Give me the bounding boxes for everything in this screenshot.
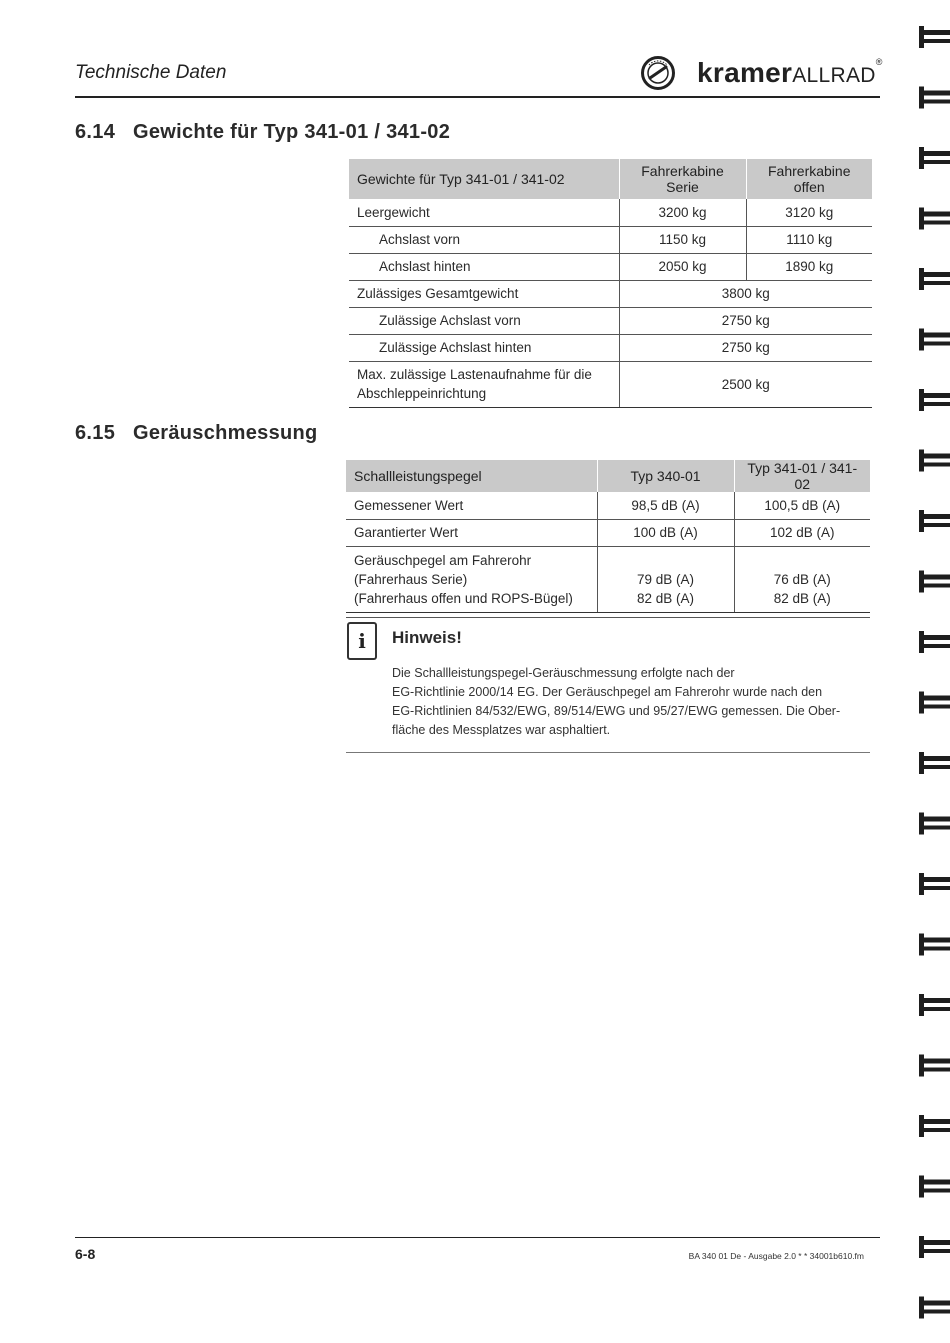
binding-mark [920,705,950,709]
binding-mark [920,333,950,338]
binding-mark [920,1310,950,1314]
binding-mark [920,826,950,830]
brand-name: kramer [697,57,793,88]
binding-mark [919,1176,924,1198]
binding-mark [920,1301,950,1306]
cell-value: 100,5 dB (A) [734,492,870,519]
noise-table [346,460,870,613]
row-label: Gemessener Wert [346,492,597,519]
section-title: Gewichte für Typ 341-01 / 341-02 [133,121,451,143]
binding-mark [919,510,924,532]
binding-mark [920,1119,950,1124]
row-label [349,361,619,407]
note-line: EG-Richtlinie 2000/14 EG. Der Geräuschpegel am Fahrerohr wurde nach den [392,685,823,699]
table-row [349,226,872,253]
section-number: 6.15 [75,422,116,444]
row-label: Zulässige Achslast vorn [349,307,619,334]
note-title: Hinweis! [392,628,462,647]
cell-value [597,546,734,612]
cell-value: 102 dB (A) [734,519,870,546]
section-title: Geräuschmessung [133,422,318,444]
binding-mark [920,221,950,225]
section-number: 6.14 [75,121,116,143]
table-row [349,280,872,307]
binding-mark [919,329,924,351]
binding-mark [919,208,924,230]
cell-value: 2750 kg [619,334,872,361]
binding-mark [920,151,950,156]
spiral-binding [910,0,950,1343]
note-line: EG-Richtlinien 84/532/EWG, 89/514/EWG und 95/27/EWG gemessen. Die Ober- [392,704,841,718]
cell-value-line: 76 dB (A) [773,572,831,587]
binding-mark [920,402,950,406]
binding-mark [920,1128,950,1132]
cell-value-line: 79 dB (A) [636,572,695,587]
cell-value: 100 dB (A) [597,519,734,546]
brand-suffix: ALLRAD [792,64,876,87]
note-line: fläche des Messplatzes war asphaltiert. [392,723,611,737]
brand-wordmark [697,57,883,89]
table-header: Gewichte für Typ 341-01 / 341-02 [349,159,619,199]
binding-mark [919,1055,924,1077]
cell-value: 3800 kg [619,280,872,307]
binding-mark [920,342,950,346]
binding-mark [920,817,950,822]
cell-value-line: 82 dB (A) [773,591,831,606]
binding-mark [920,765,950,769]
row-label [346,546,597,612]
binding-mark [919,752,924,774]
binding-mark [920,1240,950,1245]
binding-mark [919,631,924,653]
binding-mark [920,523,950,527]
binding-mark [919,873,924,895]
document-reference: BA 340 01 De - Ausgabe 2.0 * * 34001b610.fm [688,1251,864,1261]
table-row [349,253,872,280]
binding-mark [920,1068,950,1072]
table-row [346,546,870,612]
cell-value: 2050 kg [619,253,746,280]
table-header: Schallleistungspegel [346,460,597,492]
row-label-line: Abschleppeinrichtung [357,386,487,401]
binding-mark [920,584,950,588]
footer-rule [75,1237,880,1238]
binding-mark [920,644,950,648]
cell-value: 3120 kg [746,199,872,226]
cell-value-line: 82 dB (A) [636,591,695,606]
table-row [346,519,870,546]
info-icon: i [347,622,377,660]
table-row [349,199,872,226]
binding-mark [919,26,924,48]
binding-mark [919,87,924,109]
note-bottom-rule [346,752,870,753]
table-row [346,492,870,519]
binding-mark [920,30,950,35]
row-label: Zulässige Achslast hinten [349,334,619,361]
binding-mark [920,39,950,43]
binding-mark [920,1249,950,1253]
binding-mark [919,268,924,290]
row-label-line: Max. zulässige Lastenaufnahme für die [357,367,592,382]
row-label: Zulässiges Gesamtgewicht [349,280,619,307]
binding-mark [919,389,924,411]
binding-mark [920,100,950,104]
cell-value: 1110 kg [746,226,872,253]
binding-mark [919,147,924,169]
table-row [349,307,872,334]
note-top-rule [346,617,870,618]
binding-mark [919,1115,924,1137]
binding-mark [920,212,950,217]
binding-mark [920,393,950,398]
row-label: Achslast vorn [349,226,619,253]
cell-value: 2750 kg [619,307,872,334]
binding-mark [919,571,924,593]
row-label: Achslast hinten [349,253,619,280]
row-label: Garantierter Wert [346,519,597,546]
binding-mark [920,514,950,519]
weights-table [349,159,872,408]
cell-value: 1890 kg [746,253,872,280]
binding-mark [920,886,950,890]
binding-mark [919,692,924,714]
table-row [349,334,872,361]
section-heading-noise [75,422,318,445]
binding-mark [919,813,924,835]
binding-mark [920,463,950,467]
binding-mark [920,947,950,951]
binding-mark [920,160,950,164]
row-label-line: Geräuschpegel am Fahrerohr [354,552,532,568]
table-header-row [346,460,870,492]
binding-mark [920,998,950,1003]
cell-value: 1150 kg [619,226,746,253]
binding-mark [919,1297,924,1319]
binding-mark [920,877,950,882]
table-header: Fahrerkabine offen [746,159,872,199]
binding-mark [920,272,950,277]
binding-mark [919,994,924,1016]
binding-mark [920,575,950,580]
binding-mark [920,1059,950,1064]
cell-value: 3200 kg [619,199,746,226]
binding-mark [920,938,950,943]
table-header-row [349,159,872,199]
binding-mark [920,1189,950,1193]
cell-value: 98,5 dB (A) [597,492,734,519]
binding-mark [920,635,950,640]
binding-mark [920,756,950,761]
binding-mark [920,696,950,701]
cell-value [734,546,870,612]
brand-logo [641,56,883,90]
binding-mark [920,1180,950,1185]
table-header: Typ 341-01 / 341-02 [734,460,870,492]
note-body [392,664,872,740]
binding-mark [919,450,924,472]
trademark-symbol: ® [875,57,883,67]
binding-mark [919,1236,924,1258]
note-line: Die Schallleistungspegel-Geräuschmessung erfolgte nach der [392,666,735,680]
header-title: Technische Daten [75,62,227,83]
row-label-line: (Fahrerhaus Serie) [354,571,468,587]
row-label-line: (Fahrerhaus offen und ROPS-Bügel) [354,590,573,606]
binding-mark [920,281,950,285]
table-row [349,361,872,407]
page-number: 6-8 [75,1246,96,1262]
binding-mark [920,91,950,96]
cell-value: 2500 kg [619,361,872,407]
brand-emblem-icon [641,56,675,90]
table-header: Typ 340-01 [597,460,734,492]
binding-mark [919,934,924,956]
header-rule [75,96,880,98]
table-header: Fahrerkabine Serie [619,159,746,199]
row-label: Leergewicht [349,199,619,226]
binding-mark [920,454,950,459]
section-heading-weights [75,121,450,144]
binding-mark [920,1007,950,1011]
